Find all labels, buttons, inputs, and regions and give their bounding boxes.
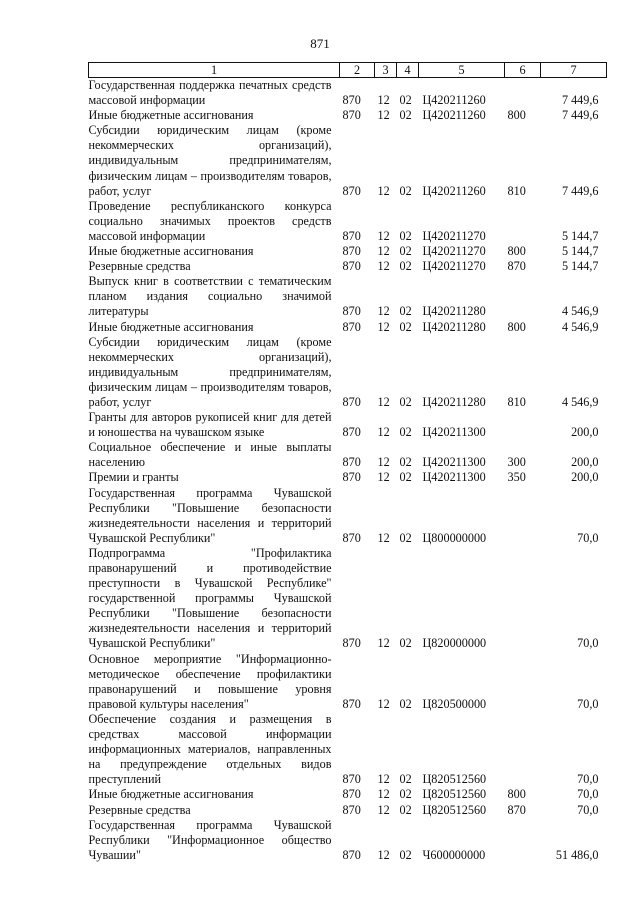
expense-type-code: 810 <box>507 394 526 409</box>
item-name: Государственная поддержка печатных средств массовой информации <box>88 78 332 108</box>
table-row <box>89 712 607 787</box>
section-code: 12 <box>377 847 390 862</box>
table-row <box>89 335 607 410</box>
subsection-code: 02 <box>399 425 412 440</box>
expense-type-code: 350 <box>507 470 526 485</box>
section-code: 12 <box>377 228 390 243</box>
table-row <box>89 274 607 319</box>
section-code: 12 <box>377 425 390 440</box>
ministry-code: 870 <box>342 394 361 409</box>
ministry-code: 870 <box>342 772 361 787</box>
expense-type-code <box>505 199 541 244</box>
ministry-code: 870 <box>342 259 361 274</box>
expense-type-code <box>505 274 541 319</box>
expense-type-code <box>505 818 541 863</box>
target-article-code: Ц420211260 <box>422 183 486 198</box>
subsection-code: 02 <box>399 304 412 319</box>
table-row <box>89 486 607 546</box>
section-code: 12 <box>377 304 390 319</box>
amount: 51 486,0 <box>555 847 599 862</box>
column-header-6: 6 <box>505 63 541 78</box>
table-row <box>89 546 607 652</box>
expense-type-code: 870 <box>507 259 526 274</box>
target-article-code: Ц420211280 <box>422 394 486 409</box>
subsection-code: 02 <box>399 696 412 711</box>
section-code: 12 <box>377 455 390 470</box>
subsection-code: 02 <box>399 319 412 334</box>
expense-type-code: 800 <box>507 319 526 334</box>
item-name: Субсидии юридическим лицам (кроме некоммерческих организаций), индивидуальным предпринимателям, физическим лицам – производителям товаров, работ, услуг <box>88 334 332 409</box>
section-code: 12 <box>377 772 390 787</box>
subsection-code: 02 <box>399 108 412 123</box>
target-article-code: Ц420211300 <box>422 455 486 470</box>
item-name: Резервные средства <box>88 802 191 817</box>
expense-type-code: 810 <box>507 183 526 198</box>
target-article-code: Ц820512560 <box>422 772 487 787</box>
table-row <box>89 259 607 274</box>
item-name: Гранты для авторов рукописей книг для детей и юношества на чувашском языке <box>88 410 332 440</box>
section-code: 12 <box>377 93 390 108</box>
target-article-code: Ц420211280 <box>422 319 486 334</box>
item-name: Подпрограмма "Профилактика правонарушений и противодействие преступности в Чувашской Республике" государственной программы Чувашской Республики "Повышение безопасности жизнедеятельности населения и территорий Чувашской Республики" <box>88 545 332 651</box>
target-article-code: Ц800000000 <box>422 530 487 545</box>
section-code: 12 <box>377 696 390 711</box>
section-code: 12 <box>377 394 390 409</box>
subsection-code: 02 <box>399 228 412 243</box>
expense-type-code <box>505 78 541 109</box>
table-row <box>89 78 607 109</box>
ministry-code: 870 <box>342 470 361 485</box>
table-header <box>89 63 607 78</box>
subsection-code: 02 <box>399 183 412 198</box>
item-name: Иные бюджетные ассигнования <box>88 787 254 802</box>
item-name: Иные бюджетные ассигнования <box>88 244 254 259</box>
table-row <box>89 652 607 712</box>
section-code: 12 <box>377 244 390 259</box>
subsection-code: 02 <box>399 787 412 802</box>
amount: 5 144,7 <box>561 244 599 259</box>
ministry-code: 870 <box>342 244 361 259</box>
table-row <box>89 123 607 198</box>
expense-type-code <box>505 712 541 787</box>
expense-type-code: 800 <box>507 244 526 259</box>
amount: 5 144,7 <box>561 228 599 243</box>
table-row <box>89 787 607 802</box>
amount: 7 449,6 <box>561 108 599 123</box>
ministry-code: 870 <box>342 425 361 440</box>
column-header-3: 3 <box>375 63 397 78</box>
expense-type-code <box>505 410 541 440</box>
budget-table <box>88 62 607 863</box>
table-row <box>89 410 607 440</box>
target-article-code: Ц420211270 <box>422 244 486 259</box>
subsection-code: 02 <box>399 470 412 485</box>
subsection-code: 02 <box>399 394 412 409</box>
item-name: Субсидии юридическим лицам (кроме некоммерческих организаций), индивидуальным предпринимателям, физическим лицам – производителям товаров, работ, услуг <box>88 123 332 198</box>
amount: 5 144,7 <box>561 259 599 274</box>
subsection-code: 02 <box>399 259 412 274</box>
amount: 70,0 <box>577 787 599 802</box>
item-name: Основное мероприятие "Информационно-методическое обеспечение профилактики правонарушений и повышение уровня правовой культуры населения" <box>88 651 332 711</box>
target-article-code: Ц820500000 <box>422 696 487 711</box>
ministry-code: 870 <box>342 530 361 545</box>
ministry-code: 870 <box>342 183 361 198</box>
amount: 4 546,9 <box>561 319 599 334</box>
item-name: Проведение республиканского конкурса социально значимых проектов средств массовой информации <box>88 198 332 243</box>
ministry-code: 870 <box>342 696 361 711</box>
ministry-code: 870 <box>342 93 361 108</box>
ministry-code: 870 <box>342 787 361 802</box>
expense-type-code: 870 <box>507 802 526 817</box>
subsection-code: 02 <box>399 530 412 545</box>
expense-type-code <box>505 546 541 652</box>
amount: 200,0 <box>571 470 599 485</box>
ministry-code: 870 <box>342 802 361 817</box>
column-header-4: 4 <box>397 63 419 78</box>
table-row <box>89 199 607 244</box>
page-number: 871 <box>310 36 330 51</box>
target-article-code: Ц820512560 <box>422 787 487 802</box>
table-row <box>89 470 607 485</box>
amount: 70,0 <box>577 530 599 545</box>
section-code: 12 <box>377 530 390 545</box>
subsection-code: 02 <box>399 244 412 259</box>
amount: 4 546,9 <box>561 394 599 409</box>
item-name: Социальное обеспечение и иные выплаты населению <box>88 440 332 470</box>
section-code: 12 <box>377 470 390 485</box>
column-header-7: 7 <box>541 63 607 78</box>
subsection-code: 02 <box>399 772 412 787</box>
item-name: Иные бюджетные ассигнования <box>88 108 254 123</box>
table-row <box>89 244 607 259</box>
subsection-code: 02 <box>399 802 412 817</box>
target-article-code: Ц420211300 <box>422 470 486 485</box>
table-row <box>89 818 607 863</box>
target-article-code: Ч600000000 <box>422 847 486 862</box>
subsection-code: 02 <box>399 455 412 470</box>
subsection-code: 02 <box>399 636 412 651</box>
expense-type-code <box>505 652 541 712</box>
expense-type-code: 300 <box>507 455 526 470</box>
target-article-code: Ц420211260 <box>422 93 486 108</box>
column-header-2: 2 <box>340 63 375 78</box>
ministry-code: 870 <box>342 108 361 123</box>
section-code: 12 <box>377 636 390 651</box>
expense-type-code <box>505 486 541 546</box>
item-name: Иные бюджетные ассигнования <box>88 319 254 334</box>
target-article-code: Ц420211300 <box>422 425 486 440</box>
ministry-code: 870 <box>342 319 361 334</box>
amount: 200,0 <box>571 425 599 440</box>
ministry-code: 870 <box>342 636 361 651</box>
column-header-1: 1 <box>89 63 340 78</box>
ministry-code: 870 <box>342 455 361 470</box>
amount: 7 449,6 <box>561 183 599 198</box>
expense-type-code: 800 <box>507 108 526 123</box>
table-body <box>89 78 607 863</box>
table-row <box>89 320 607 335</box>
item-name: Государственная программа Чувашской Республики "Информационное общество Чувашии" <box>88 817 332 862</box>
amount: 4 546,9 <box>561 304 599 319</box>
section-code: 12 <box>377 787 390 802</box>
item-name: Выпуск книг в соответствии с тематическим планом издания социально значимой литературы <box>88 274 332 319</box>
section-code: 12 <box>377 802 390 817</box>
subsection-code: 02 <box>399 93 412 108</box>
table-row <box>89 108 607 123</box>
item-name: Премии и гранты <box>88 470 179 485</box>
target-article-code: Ц420211260 <box>422 108 486 123</box>
table-row <box>89 803 607 818</box>
header-row <box>89 63 607 78</box>
ministry-code: 870 <box>342 304 361 319</box>
amount: 7 449,6 <box>561 93 599 108</box>
target-article-code: Ц420211270 <box>422 259 486 274</box>
expense-type-code: 800 <box>507 787 526 802</box>
item-name: Обеспечение создания и размещения в средствах массовой информации информационных материалов, направленных на предупреждение отдельных видов преступлений <box>88 711 332 787</box>
amount: 70,0 <box>577 696 599 711</box>
section-code: 12 <box>377 108 390 123</box>
target-article-code: Ц820000000 <box>422 636 487 651</box>
ministry-code: 870 <box>342 847 361 862</box>
target-article-code: Ц420211280 <box>422 304 486 319</box>
amount: 70,0 <box>577 802 599 817</box>
amount: 70,0 <box>577 636 599 651</box>
item-name: Резервные средства <box>88 259 191 274</box>
column-header-5: 5 <box>419 63 505 78</box>
section-code: 12 <box>377 319 390 334</box>
item-name: Государственная программа Чувашской Республики "Повышение безопасности жизнедеятельности населения и территорий Чувашской Республики" <box>88 485 332 545</box>
section-code: 12 <box>377 259 390 274</box>
subsection-code: 02 <box>399 847 412 862</box>
amount: 200,0 <box>571 455 599 470</box>
amount: 70,0 <box>577 772 599 787</box>
target-article-code: Ц420211270 <box>422 228 486 243</box>
section-code: 12 <box>377 183 390 198</box>
target-article-code: Ц820512560 <box>422 802 487 817</box>
ministry-code: 870 <box>342 228 361 243</box>
table-row <box>89 440 607 470</box>
